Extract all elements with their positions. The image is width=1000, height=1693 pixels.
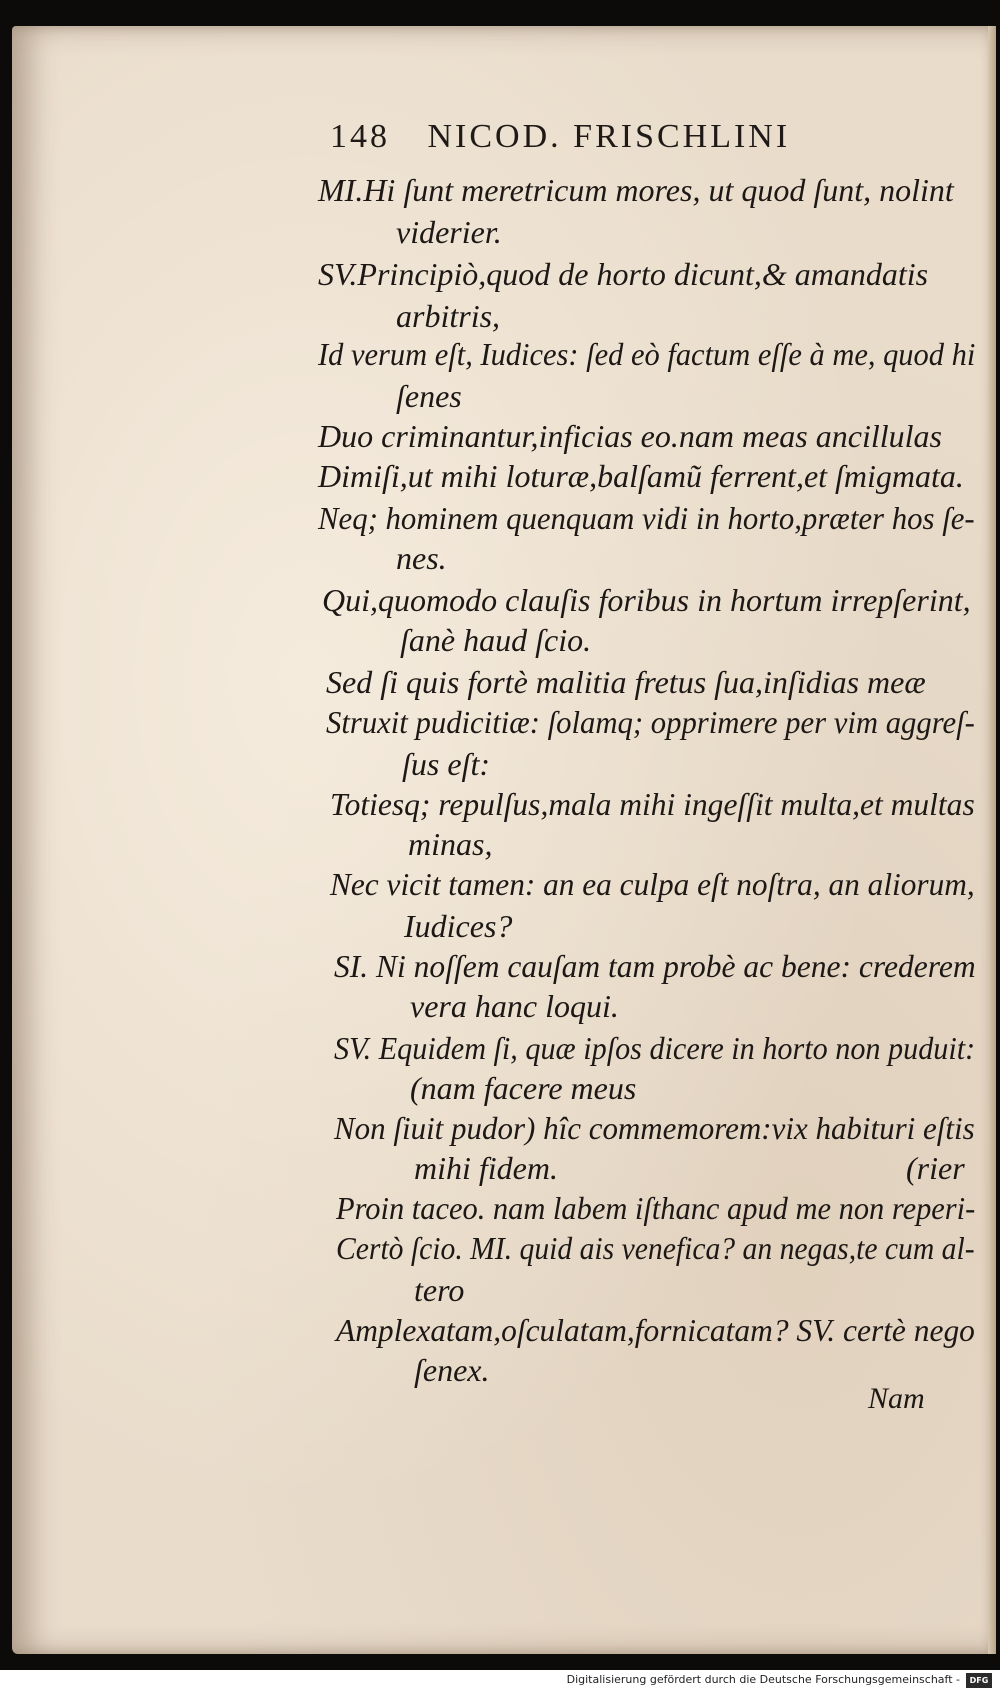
text-line: nes. (396, 540, 447, 576)
text-line: Duo criminantur,inficias eo.nam meas ancillulas (318, 418, 942, 454)
text-line-turnover: (rier (906, 1150, 965, 1186)
text-line: SV. Equidem ſi, quæ ipſos dicere in horto non puduit: (334, 1030, 976, 1066)
text-line: Dimiſi,ut mihi loturæ,balſamũ ferrent,et ſmigmata. (318, 458, 964, 494)
page-number: 148 (330, 118, 390, 155)
text-line: Non ſiuit pudor) hîc commemorem:vix habituri eſtis (334, 1110, 975, 1146)
text-line: ſanè haud ſcio. (400, 622, 592, 658)
text-line: minas, (408, 826, 493, 862)
text-line: vera hanc loqui. (410, 988, 619, 1024)
text-line: Struxit pudicitiæ: ſolamq; opprimere per vim aggreſ- (326, 704, 975, 740)
text-line: (nam facere meus (410, 1070, 637, 1106)
text-line: Proin taceo. nam labem iſthanc apud me non reperi- (336, 1190, 976, 1226)
footer-credit: Digitalisierung gefördert durch die Deutsche Forschungsgemeinschaft - (566, 1673, 960, 1686)
text-line: Id verum eſt, Iudices: ſed eò factum eſſe à me, quod hi (318, 336, 976, 372)
running-title: NICOD. FRISCHLINI (427, 118, 791, 155)
text-line: SV.Principiò,quod de horto dicunt,& amandatis (318, 256, 929, 292)
footer-bar (0, 1670, 1000, 1693)
text-line: arbitris, (396, 298, 501, 334)
dfg-logo: DFG (966, 1673, 992, 1688)
text-line: Neq; hominem quenquam vidi in horto,præter hos ſe- (318, 500, 975, 536)
text-line: Sed ſi quis fortè malitia fretus ſua,inſidias meæ (326, 664, 926, 700)
page-edge (988, 26, 996, 1654)
text-line: tero (414, 1272, 465, 1308)
text-line: ſenex. (414, 1352, 490, 1388)
text-line: Iudices? (404, 908, 513, 944)
text-line: MI.Hi ſunt meretricum mores, ut quod ſunt, nolint (318, 172, 954, 208)
catchword: Nam (868, 1382, 925, 1415)
text-line: Certò ſcio. MI. quid ais venefica? an negas,te cum al- (336, 1230, 975, 1266)
text-line: ſenes (396, 378, 462, 414)
text-line: Nec vicit tamen: an ea culpa eſt noſtra, an aliorum, (330, 866, 975, 902)
text-line: Totiesq; repulſus,mala mihi ingeſſit multa,et multas (330, 786, 975, 822)
text-line: Qui,quomodo clauſis foribus in hortum irrepſerint, (322, 582, 971, 618)
text-line: mihi fidem. (414, 1150, 558, 1186)
running-header (330, 118, 790, 156)
text-line: SI. Ni noſſem cauſam tam probè ac bene: crederem (334, 948, 976, 984)
text-line: viderier. (396, 214, 502, 250)
text-line: ſus eſt: (402, 746, 490, 782)
text-line: Amplexatam,oſculatam,fornicatam? SV. certè nego (336, 1312, 975, 1348)
